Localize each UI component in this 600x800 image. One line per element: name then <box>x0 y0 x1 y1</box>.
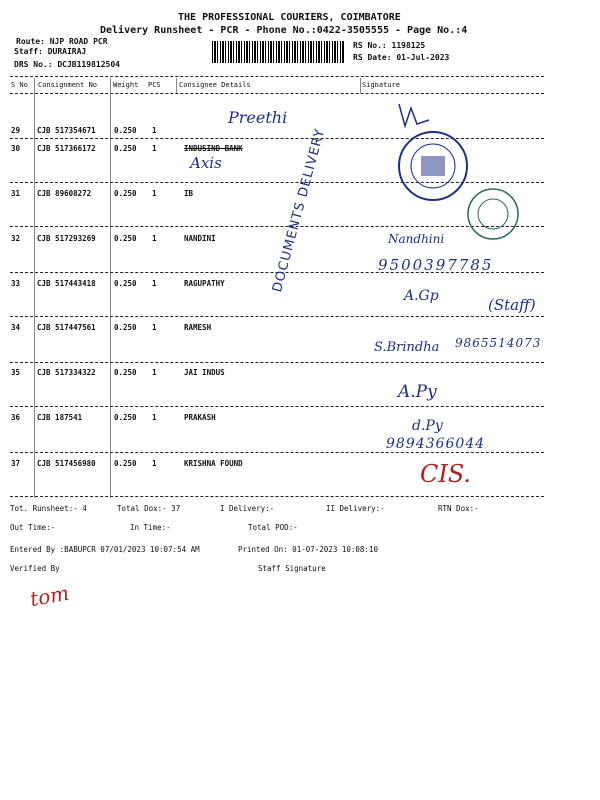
row-weight: 0.250 <box>114 368 137 377</box>
row-consignee: IB <box>184 189 194 198</box>
row-sno: 30 <box>11 144 21 153</box>
row-sno: 32 <box>11 234 21 243</box>
row-consignee: JAI INDUS <box>184 368 225 377</box>
row-sno: 29 <box>11 126 21 135</box>
route-label: Route: NJP ROAD PCR <box>16 37 108 46</box>
documents-delivery-stamp: DOCUMENTS DELIVERY <box>270 126 329 294</box>
row-consignee: NANDINI <box>184 234 216 243</box>
row-consignee: KRISHNA FOUND <box>184 459 243 468</box>
signature-jai-indus: A.Py <box>398 382 437 402</box>
handwritten-bank-axis: Axis <box>190 154 222 172</box>
row-weight: 0.250 <box>114 189 137 198</box>
row-pcs: 1 <box>152 144 157 153</box>
printed-on: Printed On: 01-07-2023 10:08:10 <box>238 545 378 554</box>
signature-row29-icon <box>395 98 435 130</box>
col-weight: Weight <box>113 81 139 89</box>
row-sno: 34 <box>11 323 21 332</box>
row-consignment: CJB 89608272 <box>37 189 92 198</box>
signature-phone: 9865514073 <box>455 336 542 350</box>
company-seal-icon <box>395 126 475 206</box>
row-consignment: CJB 517456980 <box>37 459 96 468</box>
signature-ramesh: S.Brindha <box>374 340 440 355</box>
row-weight: 0.250 <box>114 144 137 153</box>
row-pcs: 1 <box>152 413 157 422</box>
row-pcs: 1 <box>152 459 157 468</box>
row-sno: 31 <box>11 189 21 198</box>
bank-seal-icon <box>465 186 521 242</box>
row-weight: 0.250 <box>114 459 137 468</box>
rs-number: RS No.: 1198125 <box>353 41 426 50</box>
row-weight: 0.250 <box>114 323 137 332</box>
row-weight: 0.250 <box>114 126 137 135</box>
staff-signature: Staff Signature <box>258 564 326 573</box>
verified-by: Verified By <box>10 564 60 573</box>
company-title: THE PROFESSIONAL COURIERS, COIMBATORE <box>178 12 401 23</box>
row-pcs: 1 <box>152 368 157 377</box>
row-consignee: RAMESH <box>184 323 212 332</box>
out-time: Out Time:- <box>10 523 56 532</box>
table-row <box>0 144 600 174</box>
row-sno: 33 <box>11 279 21 288</box>
row-consignee: RAGUPATHY <box>184 279 225 288</box>
row-consignment: CJB 517293269 <box>37 234 96 243</box>
table-row <box>0 368 600 398</box>
divider <box>10 76 544 77</box>
total-dox: Total Dox:- 37 <box>117 504 181 513</box>
handwritten-name-preethi: Preethi <box>228 108 288 127</box>
signature-krishna: CIS. <box>420 460 472 488</box>
divider <box>10 93 544 94</box>
row-consignment: CJB 517443418 <box>37 279 96 288</box>
row-consignee: PRAKASH <box>184 413 216 422</box>
tot-runsheet: Tot. Runsheet:- 4 <box>10 504 87 513</box>
col-signature: Signature <box>362 81 400 89</box>
row-pcs: 1 <box>152 126 157 135</box>
total-pod: Total POD:- <box>248 523 298 532</box>
signature-phone: 9500397785 <box>378 256 494 274</box>
signature-nandini: Nandhini <box>388 232 445 246</box>
row-consignment: CJB 517447561 <box>37 323 96 332</box>
col-pcs: PCS <box>148 81 161 89</box>
row-weight: 0.250 <box>114 413 137 422</box>
signature-prakash: d.Py <box>412 418 443 434</box>
in-time: In Time:- <box>130 523 171 532</box>
row-sno: 36 <box>11 413 21 422</box>
rtn-dox: RTN Dox:- <box>438 504 479 513</box>
row-consignment: CJB 517366172 <box>37 144 96 153</box>
row-sno: 37 <box>11 459 21 468</box>
rs-date: RS Date: 01-Jul-2023 <box>353 53 450 62</box>
verifier-signature: tom <box>28 580 71 612</box>
col-consignment: Consignment No <box>38 81 98 89</box>
signature-staff-note: (Staff) <box>488 296 536 314</box>
i-delivery: I Delivery:- <box>220 504 275 513</box>
runsheet-title: Delivery Runsheet - PCR - Phone No.:0422-3505555 - Page No.:4 <box>100 25 468 36</box>
table-row <box>0 459 600 489</box>
entered-by: Entered By :BABUPCR 07/01/2023 10:07:54 AM <box>10 545 200 554</box>
row-consignee: INDUSIND BANK <box>184 144 243 153</box>
signature-ragupathy: A.Gp <box>404 288 439 304</box>
row-consignment: CJB 517334322 <box>37 368 96 377</box>
row-pcs: 1 <box>152 279 157 288</box>
row-sno: 35 <box>11 368 21 377</box>
ii-delivery: II Delivery:- <box>326 504 385 513</box>
col-sno: S No <box>11 81 28 89</box>
row-weight: 0.250 <box>114 234 137 243</box>
col-consignee: Consignee Details <box>179 81 251 89</box>
row-pcs: 1 <box>152 234 157 243</box>
row-consignment: CJB 517354671 <box>37 126 96 135</box>
staff-label: Staff: DURAIRAJ <box>14 47 87 56</box>
drs-number: DRS No.: DCJB119812504 <box>14 60 120 69</box>
signature-phone: 9894366044 <box>386 436 486 452</box>
row-weight: 0.250 <box>114 279 137 288</box>
row-pcs: 1 <box>152 323 157 332</box>
table-row <box>0 413 600 443</box>
barcode <box>212 41 344 63</box>
row-pcs: 1 <box>152 189 157 198</box>
row-consignment: CJB 187541 <box>37 413 83 422</box>
